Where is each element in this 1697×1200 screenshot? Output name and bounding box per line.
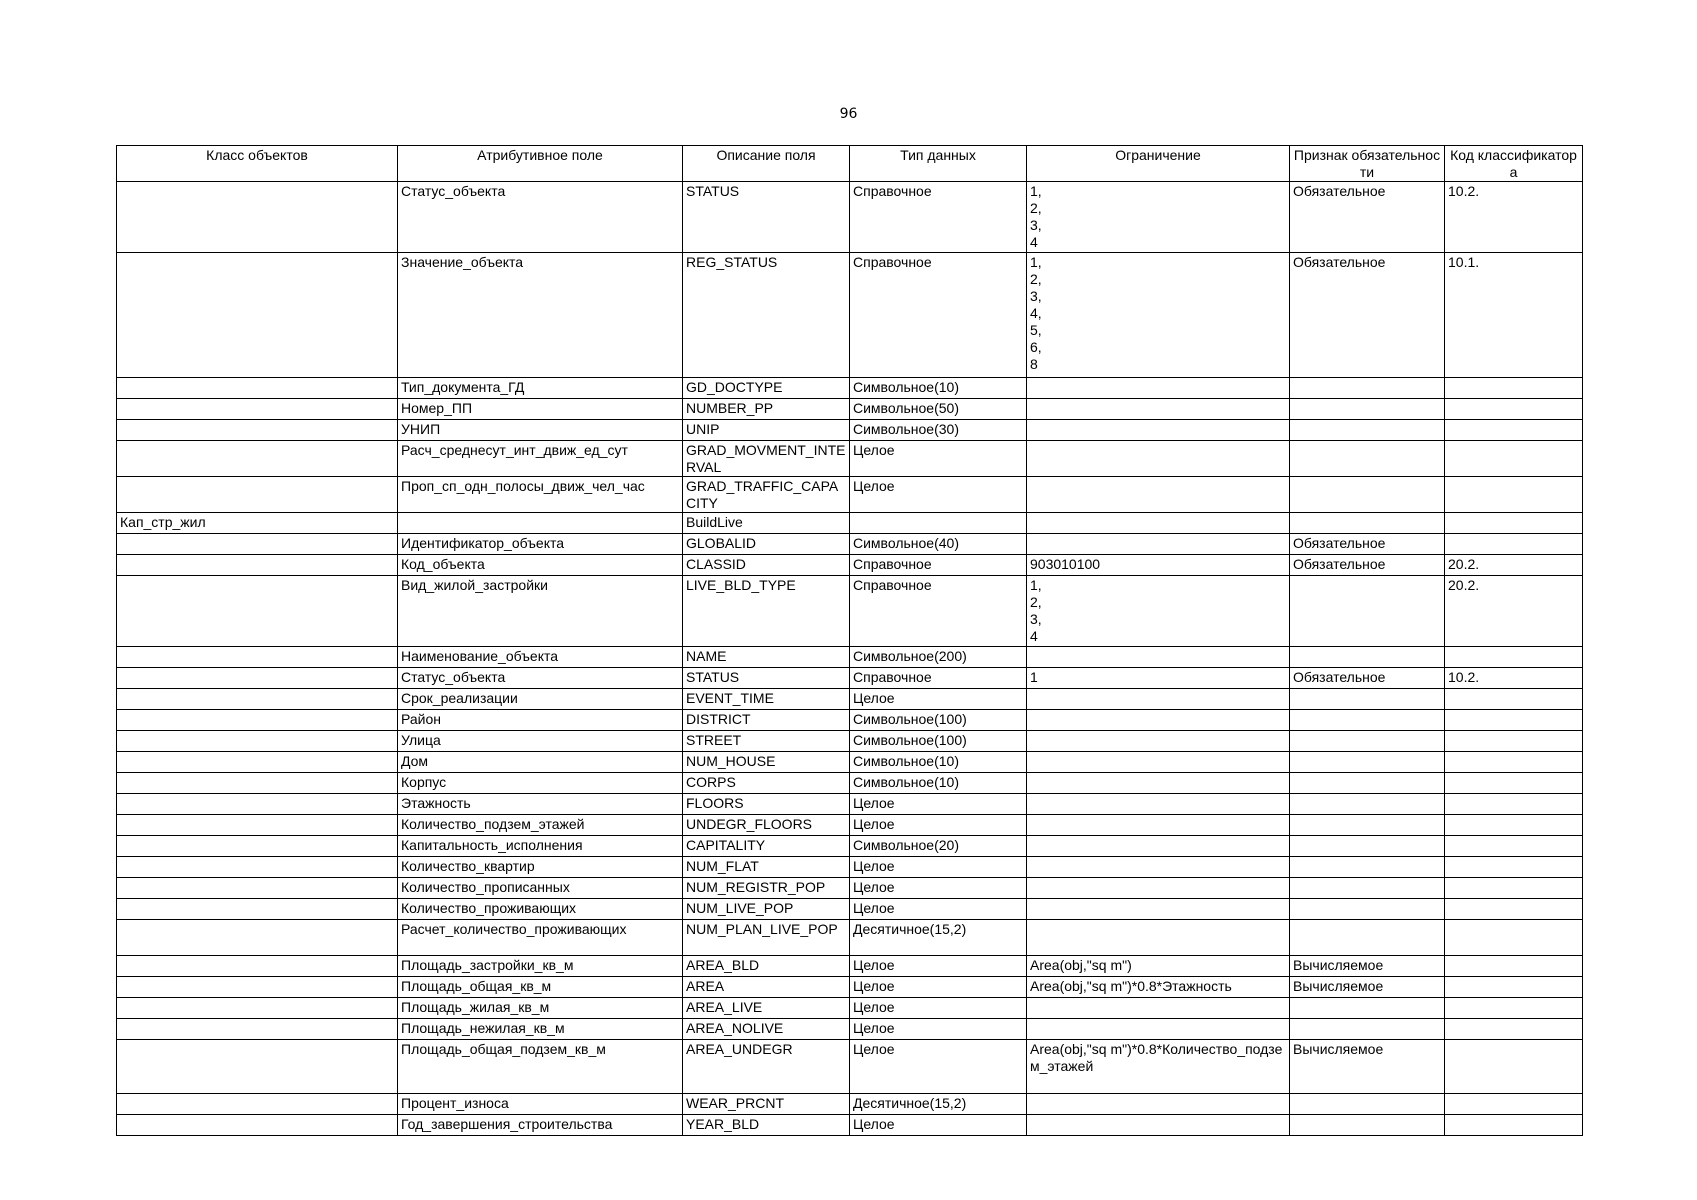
constraint-cell (1027, 710, 1290, 731)
data-type-cell: Целое (850, 441, 1027, 477)
constraint-cell (1027, 920, 1290, 956)
constraint-cell (1027, 857, 1290, 878)
classifier-code-cell (1445, 956, 1583, 977)
field-description-cell: EVENT_TIME (683, 689, 850, 710)
header-classifier-code: Код классификатора (1445, 146, 1583, 182)
data-type-cell: Целое (850, 477, 1027, 513)
attribute-field-cell: Статус_объекта (398, 668, 683, 689)
attribute-field-cell: Площадь_нежилая_кв_м (398, 1019, 683, 1040)
classifier-code-cell (1445, 1040, 1583, 1094)
classifier-code-cell (1445, 773, 1583, 794)
required-flag-cell (1290, 899, 1445, 920)
data-type-cell (850, 513, 1027, 534)
object-class-cell (117, 920, 398, 956)
field-description-cell: STATUS (683, 182, 850, 253)
field-description-cell: CORPS (683, 773, 850, 794)
classifier-code-cell (1445, 977, 1583, 998)
object-class-cell (117, 253, 398, 378)
table-row (117, 1115, 1583, 1136)
field-description-cell: UNIP (683, 420, 850, 441)
object-class-cell (117, 752, 398, 773)
attribute-field-cell: Идентификатор_объекта (398, 534, 683, 555)
table-row (117, 378, 1583, 399)
required-flag-cell (1290, 878, 1445, 899)
table-row (117, 731, 1583, 752)
required-flag-cell: Обязательное (1290, 182, 1445, 253)
data-type-cell: Символьное(100) (850, 731, 1027, 752)
required-flag-cell (1290, 441, 1445, 477)
table-row (117, 773, 1583, 794)
classifier-code-cell (1445, 534, 1583, 555)
classifier-code-cell (1445, 689, 1583, 710)
table-row (117, 836, 1583, 857)
table-row (117, 668, 1583, 689)
data-type-cell: Символьное(10) (850, 752, 1027, 773)
classifier-code-cell (1445, 794, 1583, 815)
constraint-cell (1027, 836, 1290, 857)
classifier-code-cell (1445, 815, 1583, 836)
attribute-field-cell: Наименование_объекта (398, 647, 683, 668)
required-flag-cell (1290, 815, 1445, 836)
required-flag-cell (1290, 731, 1445, 752)
data-type-cell: Целое (850, 857, 1027, 878)
data-type-cell: Целое (850, 998, 1027, 1019)
table-row (117, 878, 1583, 899)
classifier-code-cell (1445, 441, 1583, 477)
field-description-cell: NUM_LIVE_POP (683, 899, 850, 920)
object-class-cell (117, 576, 398, 647)
constraint-cell: 1, 2, 3, 4 (1027, 576, 1290, 647)
object-class-cell (117, 689, 398, 710)
header-constraint: Ограничение (1027, 146, 1290, 182)
data-type-cell: Справочное (850, 253, 1027, 378)
required-flag-cell (1290, 1115, 1445, 1136)
attribute-field-cell: Площадь_общая_кв_м (398, 977, 683, 998)
required-flag-cell: Обязательное (1290, 555, 1445, 576)
attribute-field-cell: Статус_объекта (398, 182, 683, 253)
constraint-cell (1027, 689, 1290, 710)
required-flag-cell (1290, 399, 1445, 420)
attribute-field-cell: Процент_износа (398, 1094, 683, 1115)
required-flag-cell (1290, 1019, 1445, 1040)
required-flag-cell (1290, 920, 1445, 956)
table-row (117, 477, 1583, 513)
field-description-cell: AREA_NOLIVE (683, 1019, 850, 1040)
field-description-cell: UNDEGR_FLOORS (683, 815, 850, 836)
required-flag-cell (1290, 689, 1445, 710)
field-description-cell: NUM_PLAN_LIVE_POP (683, 920, 850, 956)
constraint-cell (1027, 477, 1290, 513)
classifier-code-cell (1445, 752, 1583, 773)
field-description-cell: CLASSID (683, 555, 850, 576)
data-type-cell: Целое (850, 1019, 1027, 1040)
required-flag-cell: Обязательное (1290, 253, 1445, 378)
constraint-cell (1027, 794, 1290, 815)
field-description-cell: REG_STATUS (683, 253, 850, 378)
data-type-cell: Целое (850, 899, 1027, 920)
data-type-cell: Целое (850, 815, 1027, 836)
table-row (117, 253, 1583, 378)
constraint-cell (1027, 1115, 1290, 1136)
table-row (117, 956, 1583, 977)
data-type-cell: Целое (850, 977, 1027, 998)
table-row (117, 689, 1583, 710)
field-description-cell: GRAD_MOVMENT_INTERVAL (683, 441, 850, 477)
object-class-cell (117, 534, 398, 555)
attribute-field-cell: Дом (398, 752, 683, 773)
field-description-cell: AREA_BLD (683, 956, 850, 977)
classifier-code-cell (1445, 647, 1583, 668)
classifier-code-cell: 10.2. (1445, 668, 1583, 689)
data-type-cell: Целое (850, 794, 1027, 815)
attribute-field-cell: Площадь_жилая_кв_м (398, 998, 683, 1019)
required-flag-cell (1290, 477, 1445, 513)
object-class-cell (117, 857, 398, 878)
required-flag-cell: Вычисляемое (1290, 956, 1445, 977)
field-description-cell: STATUS (683, 668, 850, 689)
data-type-cell: Справочное (850, 668, 1027, 689)
data-type-cell: Символьное(200) (850, 647, 1027, 668)
required-flag-cell: Обязательное (1290, 534, 1445, 555)
attribute-table (116, 145, 1583, 1136)
required-flag-cell (1290, 420, 1445, 441)
constraint-cell (1027, 378, 1290, 399)
object-class-cell (117, 815, 398, 836)
object-class-cell (117, 878, 398, 899)
data-type-cell: Символьное(10) (850, 378, 1027, 399)
classifier-code-cell (1445, 399, 1583, 420)
classifier-code-cell (1445, 731, 1583, 752)
classifier-code-cell (1445, 513, 1583, 534)
attribute-field-cell: Количество_подзем_этажей (398, 815, 683, 836)
object-class-cell (117, 182, 398, 253)
required-flag-cell (1290, 752, 1445, 773)
classifier-code-cell (1445, 1115, 1583, 1136)
constraint-cell (1027, 420, 1290, 441)
constraint-cell: Area(obj,"sq m")*0.8*Количество_подзем_этажей (1027, 1040, 1290, 1094)
constraint-cell (1027, 815, 1290, 836)
field-description-cell: NUM_REGISTR_POP (683, 878, 850, 899)
table-row (117, 420, 1583, 441)
data-type-cell: Символьное(30) (850, 420, 1027, 441)
constraint-cell (1027, 773, 1290, 794)
object-class-cell (117, 555, 398, 576)
table-row (117, 1019, 1583, 1040)
table-row (117, 513, 1583, 534)
attribute-field-cell: Срок_реализации (398, 689, 683, 710)
table-row (117, 182, 1583, 253)
object-class-cell (117, 399, 398, 420)
object-class-cell (117, 1094, 398, 1115)
required-flag-cell: Вычисляемое (1290, 1040, 1445, 1094)
data-type-cell: Целое (850, 878, 1027, 899)
attribute-field-cell: Площадь_общая_подзем_кв_м (398, 1040, 683, 1094)
attribute-field-cell: Тип_документа_ГД (398, 378, 683, 399)
field-description-cell: NUM_FLAT (683, 857, 850, 878)
field-description-cell: NUMBER_PP (683, 399, 850, 420)
header-object-class: Класс объектов (117, 146, 398, 182)
required-flag-cell (1290, 647, 1445, 668)
constraint-cell (1027, 534, 1290, 555)
constraint-cell (1027, 878, 1290, 899)
constraint-cell: 1, 2, 3, 4 (1027, 182, 1290, 253)
attribute-field-cell: Проп_сп_одн_полосы_движ_чел_час (398, 477, 683, 513)
field-description-cell: STREET (683, 731, 850, 752)
classifier-code-cell: 20.2. (1445, 555, 1583, 576)
table-row (117, 899, 1583, 920)
attribute-field-cell: Расчет_количество_проживающих (398, 920, 683, 956)
table-row (117, 998, 1583, 1019)
table-row (117, 794, 1583, 815)
required-flag-cell: Вычисляемое (1290, 977, 1445, 998)
classifier-code-cell (1445, 920, 1583, 956)
field-description-cell: CAPITALITY (683, 836, 850, 857)
field-description-cell: NAME (683, 647, 850, 668)
table-header-row (117, 146, 1583, 182)
required-flag-cell (1290, 857, 1445, 878)
object-class-cell: Кап_стр_жил (117, 513, 398, 534)
attribute-field-cell: Этажность (398, 794, 683, 815)
constraint-cell (1027, 899, 1290, 920)
required-flag-cell (1290, 576, 1445, 647)
header-required-flag: Признак обязательности (1290, 146, 1445, 182)
classifier-code-cell (1445, 420, 1583, 441)
classifier-code-cell (1445, 378, 1583, 399)
field-description-cell: AREA_UNDEGR (683, 1040, 850, 1094)
object-class-cell (117, 899, 398, 920)
field-description-cell: AREA (683, 977, 850, 998)
object-class-cell (117, 647, 398, 668)
data-type-cell: Символьное(100) (850, 710, 1027, 731)
object-class-cell (117, 1040, 398, 1094)
object-class-cell (117, 1115, 398, 1136)
object-class-cell (117, 956, 398, 977)
field-description-cell: BuildLive (683, 513, 850, 534)
classifier-code-cell (1445, 836, 1583, 857)
field-description-cell: GLOBALID (683, 534, 850, 555)
constraint-cell (1027, 1019, 1290, 1040)
data-type-cell: Справочное (850, 182, 1027, 253)
constraint-cell (1027, 1094, 1290, 1115)
data-type-cell: Символьное(20) (850, 836, 1027, 857)
attribute-field-cell: Капитальность_исполнения (398, 836, 683, 857)
attribute-field-cell: Вид_жилой_застройки (398, 576, 683, 647)
data-type-cell: Целое (850, 1040, 1027, 1094)
constraint-cell (1027, 647, 1290, 668)
table-row (117, 1040, 1583, 1094)
required-flag-cell (1290, 1094, 1445, 1115)
table-body (117, 182, 1583, 1136)
data-type-cell: Целое (850, 689, 1027, 710)
required-flag-cell (1290, 794, 1445, 815)
page-number: 96 (839, 106, 858, 122)
constraint-cell (1027, 513, 1290, 534)
field-description-cell: LIVE_BLD_TYPE (683, 576, 850, 647)
attribute-field-cell: УНИП (398, 420, 683, 441)
classifier-code-cell (1445, 710, 1583, 731)
attribute-field-cell: Значение_объекта (398, 253, 683, 378)
classifier-code-cell (1445, 899, 1583, 920)
data-type-cell: Символьное(40) (850, 534, 1027, 555)
data-type-cell: Справочное (850, 555, 1027, 576)
attribute-field-cell: Улица (398, 731, 683, 752)
data-type-cell: Целое (850, 1115, 1027, 1136)
object-class-cell (117, 1019, 398, 1040)
constraint-cell: 903010100 (1027, 555, 1290, 576)
table-row (117, 815, 1583, 836)
object-class-cell (117, 977, 398, 998)
field-description-cell: NUM_HOUSE (683, 752, 850, 773)
required-flag-cell (1290, 773, 1445, 794)
constraint-cell: 1 (1027, 668, 1290, 689)
object-class-cell (117, 998, 398, 1019)
field-description-cell: DISTRICT (683, 710, 850, 731)
classifier-code-cell (1445, 878, 1583, 899)
header-data-type: Тип данных (850, 146, 1027, 182)
attribute-field-cell: Количество_проживающих (398, 899, 683, 920)
attribute-field-cell: Номер_ПП (398, 399, 683, 420)
constraint-cell (1027, 399, 1290, 420)
classifier-code-cell (1445, 477, 1583, 513)
required-flag-cell (1290, 378, 1445, 399)
field-description-cell: FLOORS (683, 794, 850, 815)
constraint-cell (1027, 441, 1290, 477)
classifier-code-cell (1445, 857, 1583, 878)
object-class-cell (117, 477, 398, 513)
field-description-cell: GRAD_TRAFFIC_CAPACITY (683, 477, 850, 513)
required-flag-cell (1290, 998, 1445, 1019)
table-row (117, 555, 1583, 576)
object-class-cell (117, 441, 398, 477)
object-class-cell (117, 773, 398, 794)
object-class-cell (117, 836, 398, 857)
object-class-cell (117, 731, 398, 752)
attribute-field-cell: Код_объекта (398, 555, 683, 576)
classifier-code-cell (1445, 1094, 1583, 1115)
table-row (117, 534, 1583, 555)
constraint-cell: Area(obj,"sq m") (1027, 956, 1290, 977)
table-row (117, 576, 1583, 647)
attribute-field-cell: Год_завершения_строительства (398, 1115, 683, 1136)
required-flag-cell (1290, 513, 1445, 534)
constraint-cell (1027, 752, 1290, 773)
constraint-cell: Area(obj,"sq m")*0.8*Этажность (1027, 977, 1290, 998)
object-class-cell (117, 710, 398, 731)
constraint-cell (1027, 998, 1290, 1019)
object-class-cell (117, 668, 398, 689)
classifier-code-cell: 20.2. (1445, 576, 1583, 647)
attribute-field-cell: Площадь_застройки_кв_м (398, 956, 683, 977)
table-row (117, 977, 1583, 998)
classifier-code-cell (1445, 1019, 1583, 1040)
classifier-code-cell (1445, 998, 1583, 1019)
attribute-field-cell: Количество_квартир (398, 857, 683, 878)
table-row (117, 1094, 1583, 1115)
attribute-field-cell: Корпус (398, 773, 683, 794)
table-row (117, 920, 1583, 956)
attribute-field-cell: Количество_прописанных (398, 878, 683, 899)
constraint-cell (1027, 731, 1290, 752)
constraint-cell: 1, 2, 3, 4, 5, 6, 8 (1027, 253, 1290, 378)
field-description-cell: WEAR_PRCNT (683, 1094, 850, 1115)
object-class-cell (117, 420, 398, 441)
object-class-cell (117, 378, 398, 399)
data-type-cell: Целое (850, 956, 1027, 977)
table-row (117, 752, 1583, 773)
required-flag-cell (1290, 710, 1445, 731)
attribute-field-cell (398, 513, 683, 534)
data-type-cell: Десятичное(15,2) (850, 1094, 1027, 1115)
data-type-cell: Символьное(10) (850, 773, 1027, 794)
attribute-field-cell: Расч_среднесут_инт_движ_ед_сут (398, 441, 683, 477)
attribute-field-cell: Район (398, 710, 683, 731)
classifier-code-cell: 10.1. (1445, 253, 1583, 378)
table-row (117, 710, 1583, 731)
object-class-cell (117, 794, 398, 815)
field-description-cell: YEAR_BLD (683, 1115, 850, 1136)
required-flag-cell (1290, 836, 1445, 857)
field-description-cell: AREA_LIVE (683, 998, 850, 1019)
classifier-code-cell: 10.2. (1445, 182, 1583, 253)
table-row (117, 857, 1583, 878)
header-attribute-field: Атрибутивное поле (398, 146, 683, 182)
header-field-description: Описание поля (683, 146, 850, 182)
data-type-cell: Десятичное(15,2) (850, 920, 1027, 956)
field-description-cell: GD_DOCTYPE (683, 378, 850, 399)
data-type-cell: Справочное (850, 576, 1027, 647)
table-row (117, 647, 1583, 668)
required-flag-cell: Обязательное (1290, 668, 1445, 689)
table-row (117, 441, 1583, 477)
table-row (117, 399, 1583, 420)
data-type-cell: Символьное(50) (850, 399, 1027, 420)
